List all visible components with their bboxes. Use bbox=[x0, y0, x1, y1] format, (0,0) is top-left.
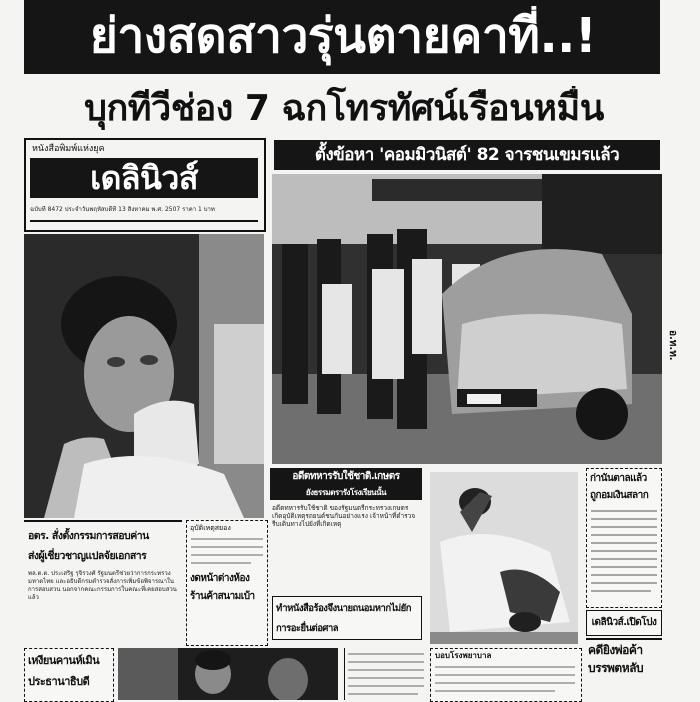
masthead bbox=[24, 138, 266, 232]
cards-tag: อุบัติเหตุสยอง bbox=[190, 524, 231, 532]
officer-head: อดีตทหารรับใช้ชาติ.เกษตร bbox=[270, 468, 422, 486]
photo-crying-woman bbox=[24, 234, 264, 518]
cards-head: งดหน้าต่างห้อง bbox=[190, 573, 250, 584]
arrest-box bbox=[586, 638, 662, 702]
victim-caption-box bbox=[430, 648, 582, 702]
commission-body: พล.ต.ต. ประเสริฐ รุจิรวงศ์ รัฐมนตรีช่วยว่าการกระทรวงมหาดไทย และอธิบดีกรมตำรวจสั่งการเพิ่มข้อพิจารณาในการสอบสวน นอกจากคณะกรรมการในคณะที่เคยสอบสวนแล้ว bbox=[28, 570, 177, 601]
masthead-tagline: หนังสือพิมพ์แห่งยุค bbox=[32, 144, 105, 154]
masthead-rule bbox=[30, 220, 258, 222]
top-headline-banner bbox=[24, 0, 660, 74]
cards-text-lines bbox=[191, 535, 263, 565]
victim-image bbox=[430, 472, 578, 644]
top-headline: ย่างสดสาวรุ่นตายคาที่..! bbox=[89, 8, 597, 64]
commission-head: อตร. สั่งตั้งกรรมการสอบค่าน bbox=[28, 530, 149, 542]
crying-woman-image bbox=[24, 234, 264, 518]
commission-story bbox=[24, 520, 182, 642]
bottom-middle-text bbox=[344, 648, 425, 700]
officer-sub: ยังธรรมตรารังโรงเรียนนั้น bbox=[270, 486, 422, 500]
arrest-sub: บรรพตหลับ bbox=[588, 661, 644, 675]
cards-box bbox=[186, 520, 268, 646]
bottom-middle-lines bbox=[348, 648, 424, 698]
second-headline: บุกทีวีช่อง 7 ฉกโทรทัศน์เรือนหมื่น bbox=[84, 88, 604, 129]
masthead-issue-line: ฉบับที่ 8472 ประจำวันพฤหัสบดีที่ 13 สิงหาคม พ.ศ. 2507 ราคา 1 บาท bbox=[30, 206, 215, 213]
bottom-left-sub: ประธานาธิบดี bbox=[28, 675, 90, 688]
accident-scene-image bbox=[272, 174, 662, 464]
officer-body: อดีตทหารรับใช้ชาติ ของรัฐมนตรีกระทรวงเกษตร เกิดอุบัติเหตุรถยนต์ชนกันอย่างแรง เจ้าหน้าที่ตำรวจรีบเดินทางไปยังที่เกิดเหตุ bbox=[272, 504, 416, 528]
lawyer-text-lines bbox=[591, 507, 657, 603]
bottom-left-story bbox=[24, 648, 114, 702]
arrest-head: คดียิงพ่อค้า bbox=[588, 643, 643, 657]
bottom-portrait-image bbox=[118, 648, 338, 700]
bottom-left-head: เหงียนคานห์เมิน bbox=[28, 654, 100, 667]
cards-sub: ร้านค้าสนามเบ้า bbox=[190, 591, 255, 602]
victim-caption: บอบโรงพยาบาล bbox=[435, 651, 492, 660]
lawyer-sub: ถูกอมเงินสลาก bbox=[590, 490, 649, 501]
lawyer-head: ก่านันตาลแล้ว bbox=[590, 473, 647, 484]
commission-sub: ส่งผู้เชี่ยวชาญแปลจัยเอกสาร bbox=[28, 550, 147, 562]
side-mark: อ.ท.ท. bbox=[667, 330, 678, 361]
communist-banner: ตั้งข้อหา 'คอมมิวนิสต์' 82 จารชนเขมรแล้ว bbox=[274, 140, 660, 170]
lawyer-box bbox=[586, 468, 662, 608]
photo-car-accident bbox=[272, 174, 662, 464]
rain-head: เดลินิวส์.เปิดโปง bbox=[586, 610, 662, 636]
photo-bottom-portrait bbox=[118, 648, 338, 700]
victim-caption-lines bbox=[435, 663, 575, 699]
masthead-name: เดลินิวส์ bbox=[30, 158, 258, 198]
photo-victim bbox=[430, 472, 578, 644]
court-box: ทำหนังสือร้องจึงนายถนอมหากไม่ยักการอะยื่นต่อศาล bbox=[272, 596, 422, 640]
